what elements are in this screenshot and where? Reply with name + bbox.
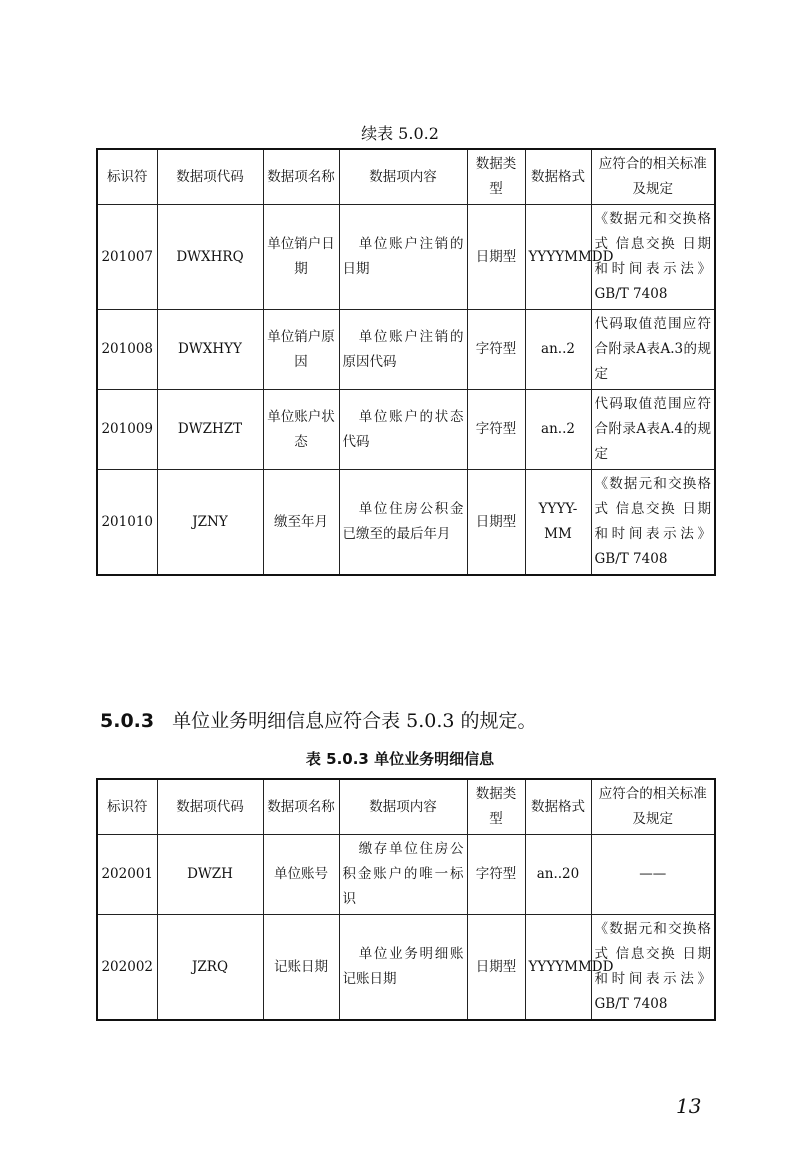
header-standard: 应符合的相关标准及规定 <box>591 779 715 835</box>
cell-content: 单位住房公积金已缴至的最后年月 <box>339 470 467 576</box>
table-row <box>97 310 715 390</box>
table-row <box>97 835 715 915</box>
cell-code: DWZH <box>157 835 263 915</box>
header-code: 数据项代码 <box>157 779 263 835</box>
table-row <box>97 470 715 576</box>
cell-format: YYYYMMDD <box>525 915 591 1021</box>
cell-type: 日期型 <box>467 205 525 310</box>
cell-id: 202001 <box>97 835 157 915</box>
table-header-row <box>97 149 715 205</box>
cell-standard: —— <box>591 835 715 915</box>
cell-code: DWXHYY <box>157 310 263 390</box>
cell-name: 记账日期 <box>263 915 339 1021</box>
header-name: 数据项名称 <box>263 779 339 835</box>
header-id: 标识符 <box>97 149 157 205</box>
cell-content: 单位账户注销的原因代码 <box>339 310 467 390</box>
cell-standard: 代码取值范围应符合附录A表A.4的规定 <box>591 390 715 470</box>
header-content: 数据项内容 <box>339 779 467 835</box>
cell-format: an..20 <box>525 835 591 915</box>
table-caption: 表 5.0.3 单位业务明细信息 <box>305 750 495 768</box>
table-row <box>97 915 715 1021</box>
header-type: 数据类型 <box>467 149 525 205</box>
table-header-row <box>97 779 715 835</box>
header-format: 数据格式 <box>525 149 591 205</box>
cell-id: 201007 <box>97 205 157 310</box>
cell-content: 单位业务明细账记账日期 <box>339 915 467 1021</box>
cell-type: 日期型 <box>467 915 525 1021</box>
cell-name: 缴至年月 <box>263 470 339 576</box>
cell-content: 单位账户注销的日期 <box>339 205 467 310</box>
cell-format: an..2 <box>525 310 591 390</box>
header-id: 标识符 <box>97 779 157 835</box>
cell-type: 日期型 <box>467 470 525 576</box>
cell-type: 字符型 <box>467 390 525 470</box>
cell-id: 201009 <box>97 390 157 470</box>
cell-name: 单位账户状态 <box>263 390 339 470</box>
cell-name: 单位销户原因 <box>263 310 339 390</box>
cell-code: DWXHRQ <box>157 205 263 310</box>
header-standard: 应符合的相关标准及规定 <box>591 149 715 205</box>
cell-name: 单位销户日期 <box>263 205 339 310</box>
cell-code: JZRQ <box>157 915 263 1021</box>
data-table-5-0-2-continued <box>96 148 716 576</box>
cell-id: 201008 <box>97 310 157 390</box>
continued-table-caption: 续表 5.0.2 <box>361 124 439 143</box>
cell-format: YYYYMMDD <box>525 205 591 310</box>
cell-standard: 代码取值范围应符合附录A表A.3的规定 <box>591 310 715 390</box>
cell-format: an..2 <box>525 390 591 470</box>
cell-name: 单位账号 <box>263 835 339 915</box>
header-type: 数据类型 <box>467 779 525 835</box>
header-name: 数据项名称 <box>263 149 339 205</box>
header-format: 数据格式 <box>525 779 591 835</box>
page-number: 13 <box>676 1094 702 1118</box>
table-row <box>97 205 715 310</box>
header-content: 数据项内容 <box>339 149 467 205</box>
cell-format: YYYY-MM <box>525 470 591 576</box>
section-text: 单位业务明细信息应符合表 5.0.3 的规定。 <box>172 710 537 732</box>
cell-content: 缴存单位住房公积金账户的唯一标识 <box>339 835 467 915</box>
section-heading <box>100 706 537 733</box>
section-number: 5.0.3 <box>100 710 155 732</box>
cell-standard: 《数据元和交换格式 信息交换 日期和时间表示法》GB/T 7408 <box>591 470 715 576</box>
cell-standard: 《数据元和交换格式 信息交换 日期和时间表示法》GB/T 7408 <box>591 205 715 310</box>
cell-content: 单位账户的状态代码 <box>339 390 467 470</box>
header-code: 数据项代码 <box>157 149 263 205</box>
cell-id: 201010 <box>97 470 157 576</box>
table-row <box>97 390 715 470</box>
cell-id: 202002 <box>97 915 157 1021</box>
cell-code: DWZHZT <box>157 390 263 470</box>
cell-standard: 《数据元和交换格式 信息交换 日期和时间表示法》GB/T 7408 <box>591 915 715 1021</box>
cell-type: 字符型 <box>467 835 525 915</box>
cell-code: JZNY <box>157 470 263 576</box>
data-table-5-0-3 <box>96 778 716 1021</box>
cell-type: 字符型 <box>467 310 525 390</box>
